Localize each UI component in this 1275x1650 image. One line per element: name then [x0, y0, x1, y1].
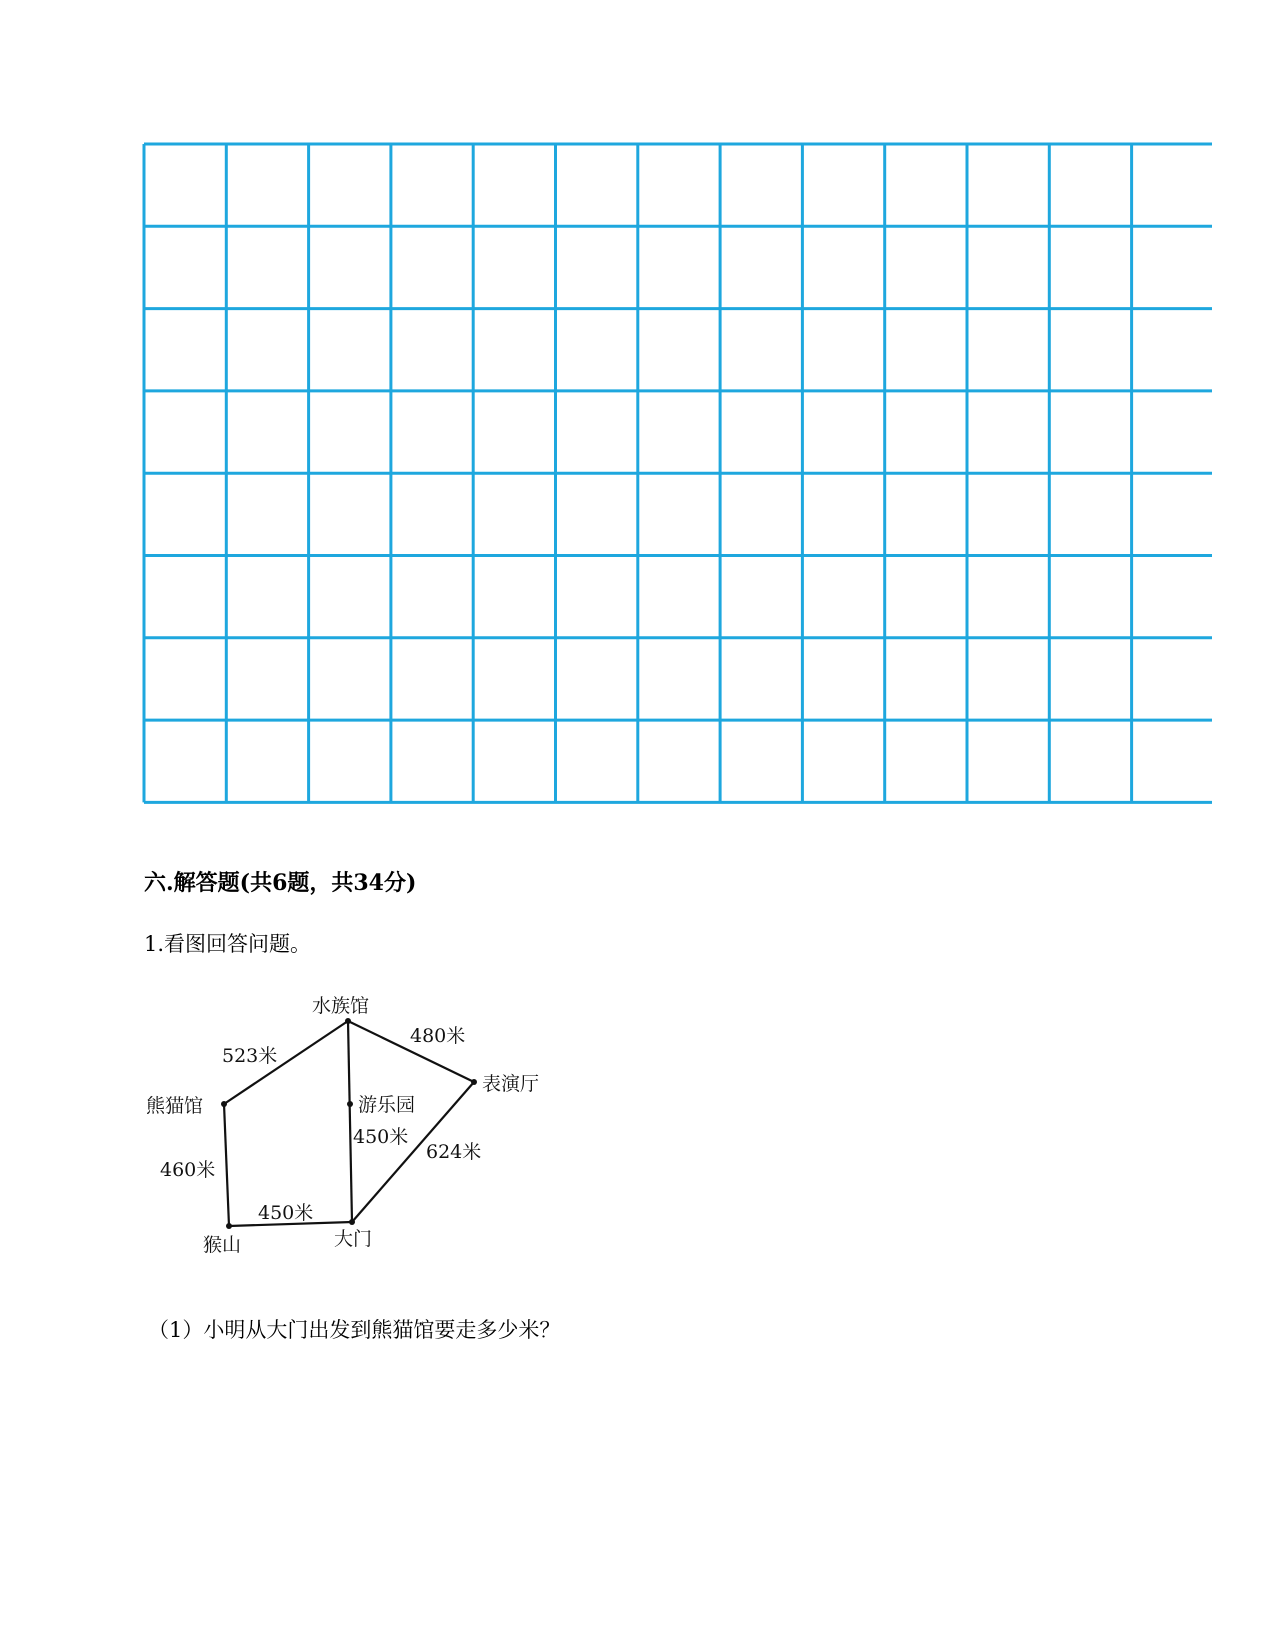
point-panda: [221, 1101, 227, 1107]
path-aquarium-to-gate: [348, 1021, 352, 1222]
section-heading: 六.解答题(共6题，共34分): [144, 870, 417, 896]
label-gate: 大门: [334, 1228, 373, 1250]
label-aquarium: 水族馆: [312, 995, 370, 1017]
point-gate: [349, 1219, 355, 1225]
distance-park-gate: 450米: [353, 1126, 409, 1148]
map-location-labels: [146, 995, 539, 1256]
label-park: 游乐园: [358, 1094, 416, 1116]
question-text: 1.看图回答问题。: [144, 932, 312, 956]
point-aquarium: [345, 1018, 351, 1024]
distance-aquarium-hall: 480米: [410, 1025, 466, 1047]
distance-hall-gate: 624米: [426, 1141, 482, 1163]
point-monkey: [226, 1223, 232, 1229]
label-monkey: 猴山: [203, 1234, 242, 1256]
point-hall: [471, 1079, 477, 1085]
distance-panda-monkey: 460米: [160, 1159, 216, 1181]
distance-panda-aquarium: 523米: [222, 1045, 278, 1067]
path-panda-to-monkey: [224, 1104, 229, 1226]
distance-monkey-gate: 450米: [258, 1202, 314, 1224]
map-distance-labels: [160, 1025, 481, 1224]
sub-question-1: （1）小明从大门出发到熊猫馆要走多少米？: [148, 1318, 561, 1342]
label-hall: 表演厅: [482, 1073, 540, 1095]
label-panda: 熊猫馆: [146, 1095, 204, 1117]
point-park: [347, 1101, 353, 1107]
